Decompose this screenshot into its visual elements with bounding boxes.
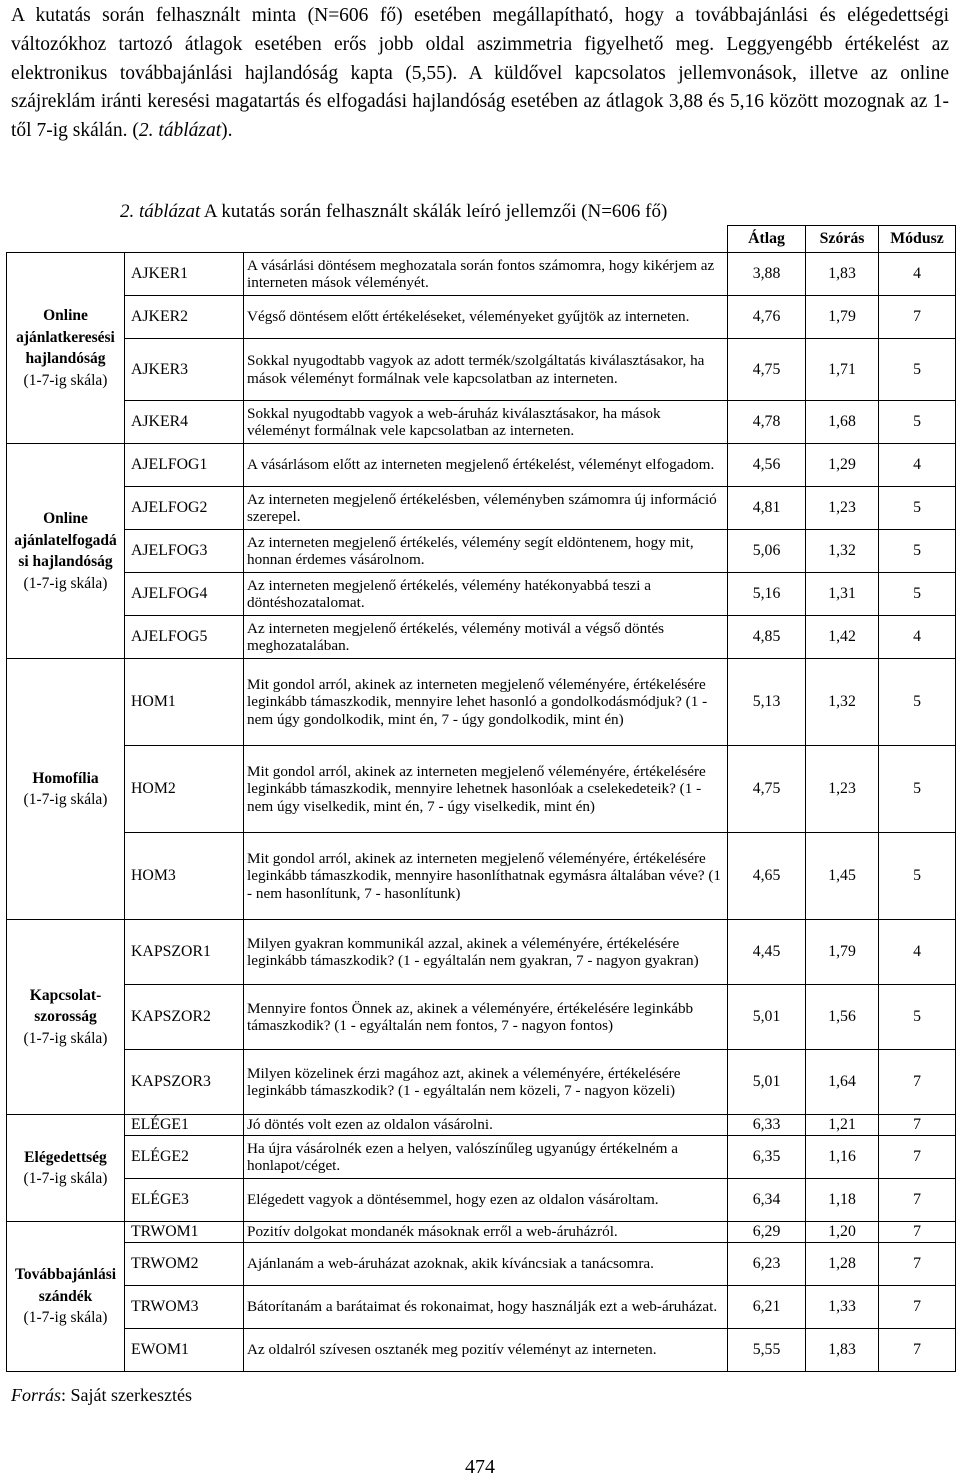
item-code: AJELFOG2 <box>125 487 244 530</box>
item-text: Mennyire fontos Önnek az, akinek a véleményére, értékelésére leginkább támaszkodik? (1 - egyáltalán nem fontos, 7 - nagyon fontos) <box>244 985 728 1050</box>
body-paragraph-end: ). <box>221 120 233 142</box>
item-text: Mit gondol arról, akinek az interneten megjelenő véleményére, értékelésére leginkább támaszkodik, mennyire lehetnek hasonlóak a cselekedeteik? (1 - nem úgy viselkedik, mint én, 7 - úgy viselkedik, mint én) <box>244 746 728 833</box>
item-sd: 1,31 <box>806 573 879 616</box>
item-sd: 1,33 <box>806 1286 879 1329</box>
group-label-satisfaction <box>7 1115 125 1222</box>
page-number: 474 <box>465 1456 495 1478</box>
item-mean: 6,23 <box>728 1243 806 1286</box>
table-row <box>7 1222 956 1243</box>
item-code: TRWOM1 <box>125 1222 244 1243</box>
item-mode: 5 <box>879 401 956 444</box>
item-mode: 5 <box>879 487 956 530</box>
source-label: Forrás <box>11 1385 62 1405</box>
item-text: A vásárlási döntésem meghozatala során fontos számomra, hogy kikérjem az interneten mások véleményét. <box>244 253 728 296</box>
item-code: AJKER3 <box>125 339 244 401</box>
item-text: A vásárlásom előtt az interneten megjelenő értékelést, véleményt elfogadom. <box>244 444 728 487</box>
item-text: Az oldalról szívesen osztanék meg pozitív véleményt az interneten. <box>244 1329 728 1372</box>
body-paragraph <box>11 2 949 146</box>
item-sd: 1,32 <box>806 659 879 746</box>
item-mode: 5 <box>879 339 956 401</box>
item-mode: 7 <box>879 1136 956 1179</box>
item-code: HOM1 <box>125 659 244 746</box>
descriptive-stats-table <box>6 225 956 1372</box>
group-name: Homofília <box>32 769 99 787</box>
item-code: ELÉGE1 <box>125 1115 244 1136</box>
item-text: Milyen gyakran kommunikál azzal, akinek a véleményére, értékelésére leginkább támaszkodik? (1 - egyáltalán nem gyakran, 7 - nagyon gyakran) <box>244 920 728 985</box>
table-row <box>7 339 956 401</box>
group-label-homophily <box>7 659 125 920</box>
table-reference: 2. táblázat <box>138 120 222 142</box>
item-mean: 4,76 <box>728 296 806 339</box>
item-text: Végső döntésem előtt értékeléseket, véleményeket gyűjtök az interneten. <box>244 296 728 339</box>
item-code: ELÉGE3 <box>125 1179 244 1222</box>
item-text: Az interneten megjelenő értékelés, vélemény motivál a végső döntés meghozatalában. <box>244 616 728 659</box>
item-mode: 4 <box>879 444 956 487</box>
table-row <box>7 920 956 985</box>
item-text: Mit gondol arról, akinek az interneten megjelenő véleményére, értékelésére leginkább támaszkodik, mennyire hasonlíthatnak egymásra általában véve? (1 - nem hasonlítunk, 7 - hasonlítunk) <box>244 833 728 920</box>
group-scale: (1-7-ig skála) <box>23 574 108 592</box>
item-mean: 4,45 <box>728 920 806 985</box>
item-mean: 5,06 <box>728 530 806 573</box>
item-sd: 1,45 <box>806 833 879 920</box>
group-name: Elégedettség <box>24 1148 107 1166</box>
table-caption <box>120 199 950 225</box>
item-sd: 1,79 <box>806 296 879 339</box>
item-code: KAPSZOR1 <box>125 920 244 985</box>
body-paragraph-text: A kutatás során felhasznált minta (N=606 fő) esetében megállapítható, hogy a továbbajánlási és elégedettségi változókhoz tartozó átlagok esetében erős jobb oldal aszimmetria figyelhető meg. Leggyengébb értékelést az elektronikus továbbajánlási hajlandóság kapta (5,55). A küldővel kapcsolatos jellemvonások, illetve az online szájreklám iránti keresési magatartás és elfogadási hajlandóság esetében az átlagok 3,88 és 5,16 között mozognak az 1-től 7-ig skálán. ( <box>11 5 949 142</box>
item-sd: 1,16 <box>806 1136 879 1179</box>
item-code: AJELFOG1 <box>125 444 244 487</box>
item-mean: 5,01 <box>728 1050 806 1115</box>
item-mode: 7 <box>879 1243 956 1286</box>
item-text: Ha újra vásárolnék ezen a helyen, valószínűleg ugyanúgy értékelném a honlapot/céget. <box>244 1136 728 1179</box>
item-mode: 5 <box>879 530 956 573</box>
item-mean: 6,35 <box>728 1136 806 1179</box>
table-row <box>7 530 956 573</box>
item-mean: 6,29 <box>728 1222 806 1243</box>
group-label-search <box>7 253 125 444</box>
group-scale: (1-7-ig skála) <box>23 1029 108 1047</box>
item-mode: 7 <box>879 1286 956 1329</box>
item-code: AJELFOG4 <box>125 573 244 616</box>
group-scale: (1-7-ig skála) <box>23 1170 108 1187</box>
item-sd: 1,28 <box>806 1243 879 1286</box>
table-caption-label: 2. táblázat <box>120 201 201 222</box>
item-code: ELÉGE2 <box>125 1136 244 1179</box>
item-mean: 5,13 <box>728 659 806 746</box>
group-name: Kapcsolat-szorosság <box>29 986 102 1026</box>
item-mode: 5 <box>879 573 956 616</box>
item-mean: 3,88 <box>728 253 806 296</box>
item-sd: 1,83 <box>806 1329 879 1372</box>
header-mean: Átlag <box>728 226 806 253</box>
table-header-row <box>7 226 956 253</box>
item-mean: 6,33 <box>728 1115 806 1136</box>
item-sd: 1,68 <box>806 401 879 444</box>
table-row <box>7 1050 956 1115</box>
group-name: Továbbajánlási szándék <box>14 1266 117 1305</box>
item-text: Bátorítanám a barátaimat és rokonaimat, hogy használják ezt a web-áruházat. <box>244 1286 728 1329</box>
item-mean: 4,78 <box>728 401 806 444</box>
item-code: KAPSZOR2 <box>125 985 244 1050</box>
item-sd: 1,79 <box>806 920 879 985</box>
item-code: HOM3 <box>125 833 244 920</box>
item-sd: 1,71 <box>806 339 879 401</box>
item-mode: 7 <box>879 296 956 339</box>
item-text: Mit gondol arról, akinek az interneten megjelenő véleményére, értékelésére leginkább támaszkodik, mennyire lehet hasonló a gondolkodásmódjuk? (1 - nem úgy gondolkodik, mint én, 7 - úgy gondolkodik, mint én) <box>244 659 728 746</box>
item-mean: 4,81 <box>728 487 806 530</box>
source-text: : Saját szerkesztés <box>61 1385 192 1405</box>
header-blank-cell <box>7 226 728 253</box>
item-mean: 4,85 <box>728 616 806 659</box>
group-label-recommendation <box>7 1222 125 1372</box>
table-row <box>7 746 956 833</box>
table-row <box>7 573 956 616</box>
item-code: AJELFOG3 <box>125 530 244 573</box>
item-mean: 4,75 <box>728 339 806 401</box>
table-row <box>7 1329 956 1372</box>
table-row <box>7 1179 956 1222</box>
item-mean: 6,21 <box>728 1286 806 1329</box>
item-mean: 5,16 <box>728 573 806 616</box>
table-caption-text: A kutatás során felhasznált skálák leíró jellemzői (N=606 fő) <box>200 201 668 222</box>
item-code: AJKER1 <box>125 253 244 296</box>
item-text: Milyen közelinek érzi magához azt, akinek a véleményére, értékelésére leginkább támaszkodik? (1 - egyáltalán nem közeli, 7 - nagyon közeli) <box>244 1050 728 1115</box>
item-mode: 4 <box>879 616 956 659</box>
table-row <box>7 253 956 296</box>
item-sd: 1,32 <box>806 530 879 573</box>
table-row <box>7 401 956 444</box>
group-scale: (1-7-ig skála) <box>23 791 108 808</box>
item-mean: 4,75 <box>728 746 806 833</box>
item-sd: 1,20 <box>806 1222 879 1243</box>
item-code: AJKER2 <box>125 296 244 339</box>
table-row <box>7 833 956 920</box>
item-text: Az interneten megjelenő értékelésben, véleményben számomra új információ szerepel. <box>244 487 728 530</box>
table-row <box>7 616 956 659</box>
table-row <box>7 1115 956 1136</box>
group-name: Online ajánlatelfogadá si hajlandóság <box>14 510 117 570</box>
item-code: EWOM1 <box>125 1329 244 1372</box>
header-mode: Módusz <box>879 226 956 253</box>
item-sd: 1,64 <box>806 1050 879 1115</box>
group-label-accept <box>7 444 125 659</box>
item-sd: 1,56 <box>806 985 879 1050</box>
table-row <box>7 985 956 1050</box>
item-mean: 4,56 <box>728 444 806 487</box>
item-mode: 5 <box>879 659 956 746</box>
table-row <box>7 296 956 339</box>
item-mode: 7 <box>879 1179 956 1222</box>
item-mode: 5 <box>879 746 956 833</box>
item-code: TRWOM2 <box>125 1243 244 1286</box>
table-row <box>7 1243 956 1286</box>
item-code: AJELFOG5 <box>125 616 244 659</box>
item-text: Elégedett vagyok a döntésemmel, hogy ezen az oldalon vásároltam. <box>244 1179 728 1222</box>
table-source-note <box>11 1385 192 1406</box>
item-mean: 4,65 <box>728 833 806 920</box>
group-scale: (1-7-ig skála) <box>23 1309 108 1327</box>
item-code: TRWOM3 <box>125 1286 244 1329</box>
group-label-tie-strength <box>7 920 125 1115</box>
item-text: Pozitív dolgokat mondanék másoknak erről a web-áruházról. <box>244 1222 728 1243</box>
item-mode: 7 <box>879 1222 956 1243</box>
item-mean: 5,55 <box>728 1329 806 1372</box>
item-mean: 5,01 <box>728 985 806 1050</box>
item-mean: 6,34 <box>728 1179 806 1222</box>
item-sd: 1,83 <box>806 253 879 296</box>
table-row <box>7 487 956 530</box>
item-code: HOM2 <box>125 746 244 833</box>
item-text: Az interneten megjelenő értékelés, vélemény segít eldöntenem, hogy mit, honnan érdemes vásárolnom. <box>244 530 728 573</box>
table-row <box>7 659 956 746</box>
item-text: Az interneten megjelenő értékelés, vélemény hatékonyabbá teszi a döntéshozatalomat. <box>244 573 728 616</box>
item-sd: 1,23 <box>806 746 879 833</box>
item-mode: 7 <box>879 1329 956 1372</box>
item-sd: 1,23 <box>806 487 879 530</box>
item-mode: 7 <box>879 1115 956 1136</box>
item-mode: 5 <box>879 985 956 1050</box>
item-sd: 1,29 <box>806 444 879 487</box>
item-text: Jó döntés volt ezen az oldalon vásárolni. <box>244 1115 728 1136</box>
header-sd: Szórás <box>806 226 879 253</box>
item-code: AJKER4 <box>125 401 244 444</box>
item-mode: 7 <box>879 1050 956 1115</box>
item-sd: 1,42 <box>806 616 879 659</box>
item-sd: 1,21 <box>806 1115 879 1136</box>
item-code: KAPSZOR3 <box>125 1050 244 1115</box>
item-mode: 5 <box>879 833 956 920</box>
group-scale: (1-7-ig skála) <box>23 371 108 389</box>
item-text: Sokkal nyugodtabb vagyok a web-áruház kiválasztásakor, ha mások véleményt formálnak vele kapcsolatban az interneten. <box>244 401 728 444</box>
table-row <box>7 1286 956 1329</box>
item-mode: 4 <box>879 253 956 296</box>
item-text: Sokkal nyugodtabb vagyok az adott termék/szolgáltatás kiválasztásakor, ha mások véleményt formálnak vele kapcsolatban az interneten. <box>244 339 728 401</box>
table-row <box>7 444 956 487</box>
item-text: Ajánlanám a web-áruházat azoknak, akik kíváncsiak a tanácsomra. <box>244 1243 728 1286</box>
item-sd: 1,18 <box>806 1179 879 1222</box>
item-mode: 4 <box>879 920 956 985</box>
group-name: Online ajánlatkeresési hajlandóság <box>16 307 115 367</box>
table-row <box>7 1136 956 1179</box>
